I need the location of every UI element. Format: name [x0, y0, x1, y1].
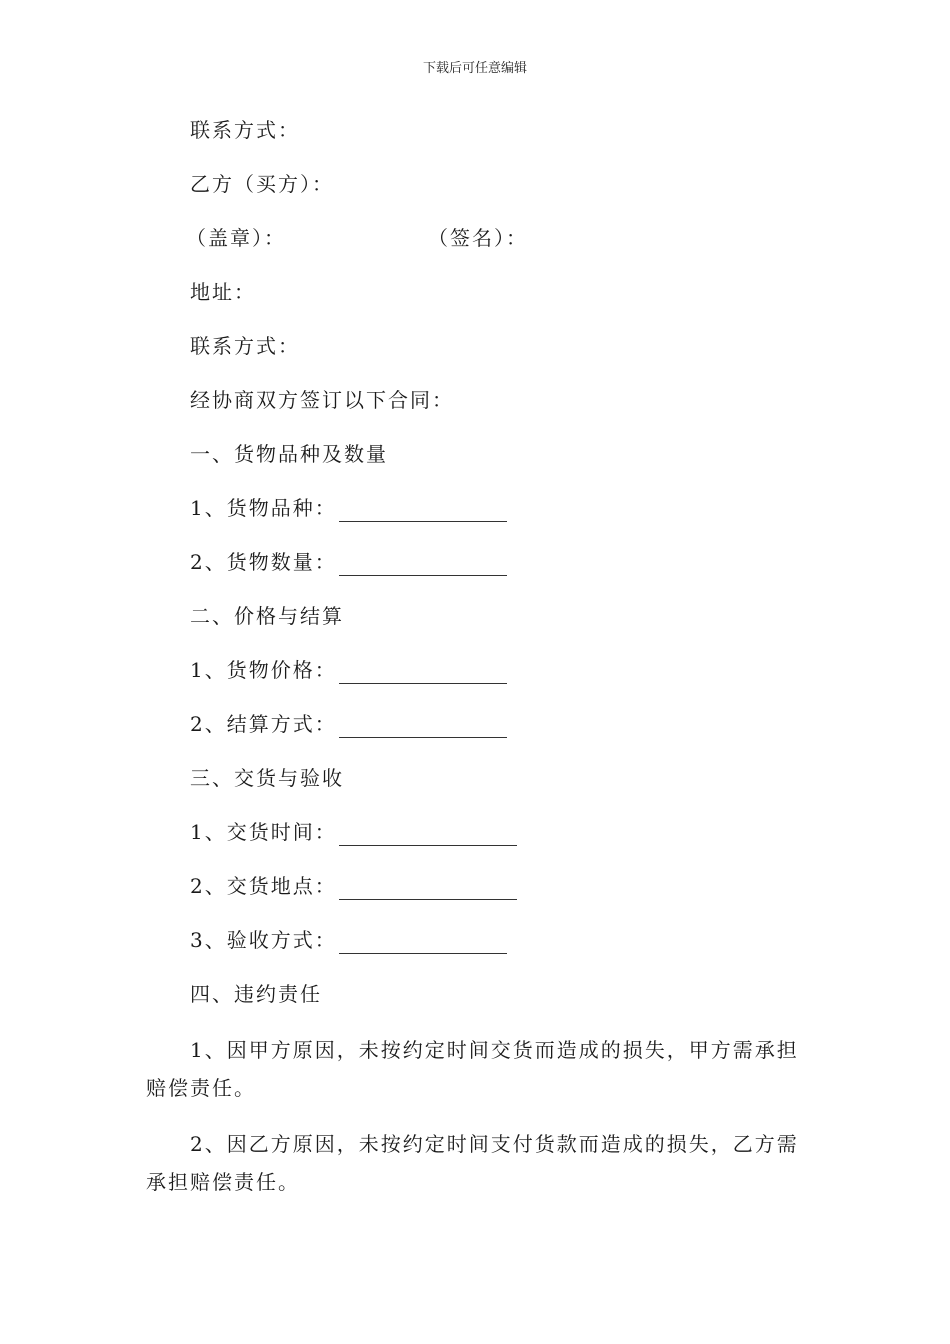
section-3-item-3 — [190, 926, 507, 954]
liability-paragraph-2: 2、因乙方原因，未按约定时间支付货款而造成的损失，乙方需承担赔偿责任。 — [146, 1132, 799, 1194]
party-b-label: 乙方（买方）： — [190, 172, 334, 196]
settlement-method-label: 2、结算方式： — [190, 712, 337, 736]
address-label: 地址： — [190, 280, 256, 304]
seal-label: （盖章）： — [186, 226, 286, 250]
section-2-item-2 — [190, 710, 507, 738]
section-3-item-2 — [190, 872, 517, 900]
page-header-note: 下载后可任意编辑 — [422, 61, 527, 76]
section-2-title: 二、价格与结算 — [190, 604, 344, 628]
section-1-item-2 — [190, 548, 507, 576]
goods-type-label: 1、货物品种： — [190, 496, 337, 520]
goods-quantity-blank[interactable] — [339, 553, 507, 576]
liability-paragraph-1: 1、因甲方原因，未按约定时间交货而造成的损失，甲方需承担赔偿责任。 — [146, 1038, 799, 1100]
acceptance-method-label: 3、验收方式： — [190, 928, 337, 952]
section-4-title: 四、违约责任 — [190, 982, 322, 1006]
goods-type-blank[interactable] — [339, 499, 507, 522]
section-1-title: 一、货物品种及数量 — [190, 442, 388, 466]
contact-label-b: 联系方式： — [190, 334, 300, 358]
section-2-item-1 — [190, 656, 507, 684]
delivery-time-blank[interactable] — [339, 823, 517, 846]
section-3-title: 三、交货与验收 — [190, 766, 344, 790]
contract-intro: 经协商双方签订以下合同： — [190, 388, 454, 412]
goods-price-label: 1、货物价格： — [190, 658, 337, 682]
goods-quantity-label: 2、货物数量： — [190, 550, 337, 574]
contact-label-a: 联系方式： — [190, 118, 300, 142]
section-3-item-1 — [190, 818, 517, 846]
delivery-place-blank[interactable] — [339, 877, 517, 900]
signature-label: （签名）： — [428, 226, 528, 250]
acceptance-method-blank[interactable] — [339, 931, 507, 954]
delivery-time-label: 1、交货时间： — [190, 820, 337, 844]
settlement-method-blank[interactable] — [339, 715, 507, 738]
goods-price-blank[interactable] — [339, 661, 507, 684]
delivery-place-label: 2、交货地点： — [190, 874, 337, 898]
section-1-item-1 — [190, 494, 507, 522]
signature-row — [186, 224, 286, 252]
